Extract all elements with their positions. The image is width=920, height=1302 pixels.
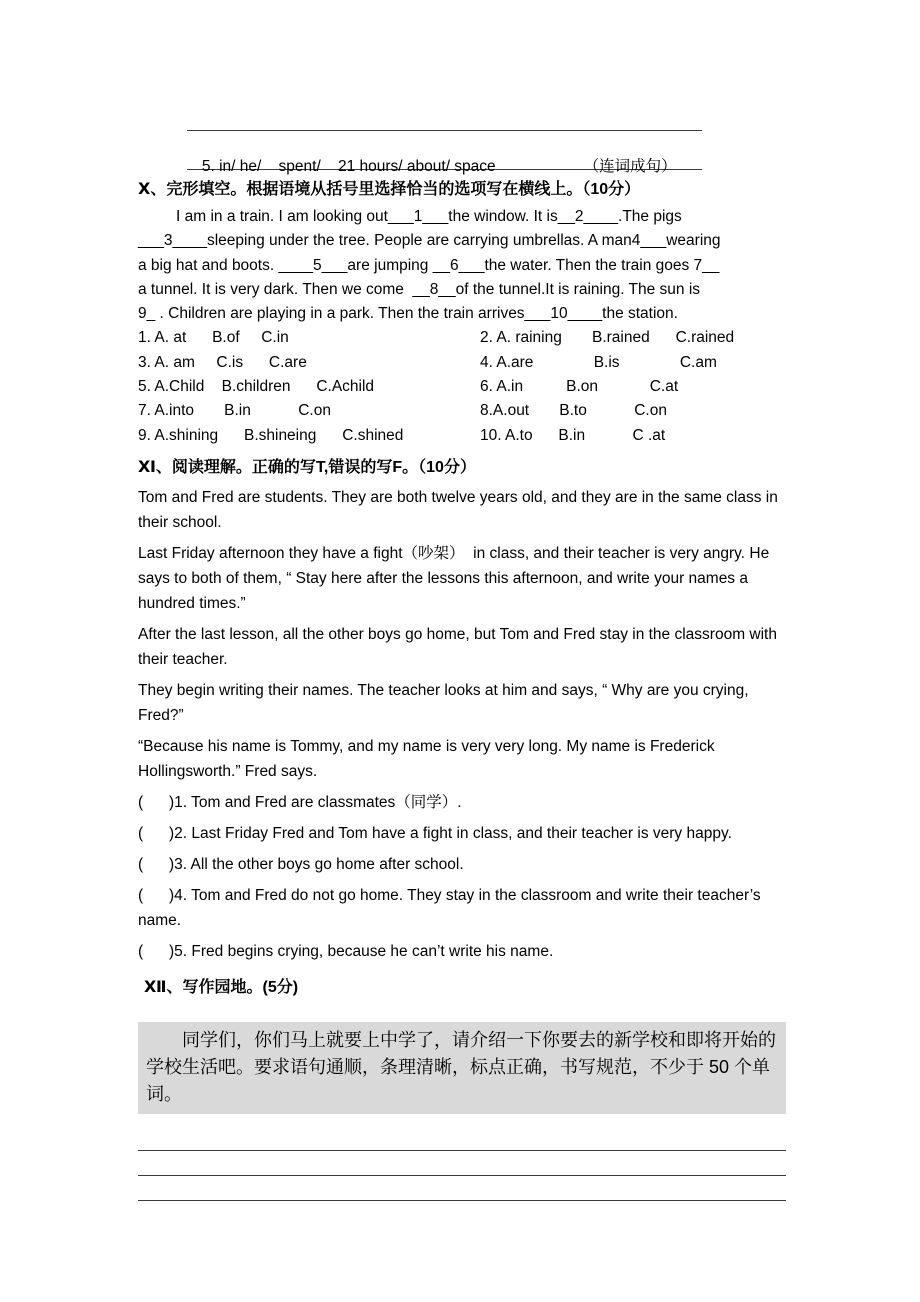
- section-xi-title: Ⅺ、阅读理解。正确的写T,错误的写F。（10分）: [138, 458, 476, 476]
- section-x-title: Ⅹ、完形填空。根据语境从括号里选择恰当的选项写在横线上。（10分）: [138, 181, 641, 198]
- cloze-passage-line: I am in a train. I am looking out___1___the window. It is__2____.The pigs: [176, 208, 682, 225]
- cloze-options: [138, 326, 786, 447]
- question-5-text: 5. in/ he/ spent/ 21 hours/ about/ space: [201, 158, 496, 176]
- cloze-options-row: [138, 424, 786, 448]
- tf-statement: ( )4. Tom and Fred do not go home. They stay in the classroom and write their teacher’s name.: [138, 886, 765, 929]
- cloze-option: 9. A.shining B.shineing C.shined: [138, 426, 404, 444]
- cloze-passage-line: 9_ . Children are playing in a park. Then the train arrives___10____the station.: [138, 305, 678, 323]
- writing-line: [138, 1151, 786, 1176]
- tf-statement: ( )5. Fred begins crying, because he can’t write his name.: [138, 942, 554, 960]
- answer-line: [187, 116, 702, 131]
- cloze-option: 3. A. am C.is C.are: [138, 353, 307, 371]
- writing-prompt-box: [138, 1022, 786, 1114]
- cloze-option: 8.A.out B.to C.on: [480, 402, 667, 420]
- page-content: [138, 116, 786, 1201]
- cloze-options-row: [138, 399, 786, 423]
- reading-paragraph: “Because his name is Tommy, and my name is very very long. My name is Frederick Hollingsworth.” Fred says.: [138, 737, 719, 780]
- cloze-options-row: [138, 351, 786, 375]
- question-5-note: （连词成句）: [583, 158, 677, 176]
- cloze-option: 6. A.in B.on C.at: [480, 378, 679, 396]
- reading-paragraph: They begin writing their names. The teacher looks at him and says, “ Why are you crying, Fred?”: [138, 681, 753, 724]
- reading-paragraph: Last Friday afternoon they have a fight（吵架） in class, and their teacher is very angry. He says to both of them, “ Stay here after the lessons this afternoon, and write your names a hundred times.”: [138, 544, 774, 612]
- writing-line: [138, 1126, 786, 1151]
- cloze-passage-line: ___3____sleeping under the tree. People are carrying umbrellas. A man4___wearing: [138, 232, 721, 250]
- writing-prompt-text: 同学们，你们马上就要上中学了，请介绍一下你要去的新学校和即将开始的学校生活吧。要求语句通顺，条理清晰，标点正确，书写规范，不少于 50 个单词。: [146, 1029, 776, 1104]
- tf-statement: ( )2. Last Friday Fred and Tom have a fight in class, and their teacher is very happy.: [138, 824, 732, 842]
- cloze-option: 2. A. raining B.rained C.rained: [480, 329, 735, 347]
- cloze-passage: [138, 205, 786, 326]
- tf-statement: ( )1. Tom and Fred are classmates（同学）.: [138, 793, 462, 811]
- cloze-passage-line: a big hat and boots. ____5___are jumping __6___the water. Then the train goes 7__: [138, 256, 720, 274]
- cloze-option: 1. A. at B.of C.in: [138, 329, 289, 347]
- cloze-option: 10. A.to B.in C .at: [480, 426, 666, 444]
- cloze-options-row: [138, 326, 786, 350]
- writing-line: [138, 1176, 786, 1201]
- section-xii-title: Ⅻ、写作园地。(5分): [144, 978, 299, 996]
- cloze-option: 4. A.are B.is C.am: [480, 353, 717, 371]
- cloze-option: 5. A.Child B.children C.Achild: [138, 378, 375, 396]
- tf-statement: ( )3. All the other boys go home after school.: [138, 855, 464, 873]
- reading-paragraph: After the last lesson, all the other boys go home, but Tom and Fred stay in the classroom with their teacher.: [138, 625, 782, 668]
- cloze-options-row: [138, 375, 786, 399]
- writing-lines: [138, 1126, 786, 1201]
- reading-paragraph: Tom and Fred are students. They are both twelve years old, and they are in the same class in their school.: [138, 488, 783, 531]
- question-5-row: [138, 131, 786, 176]
- cloze-option: 7. A.into B.in C.on: [138, 402, 331, 420]
- cloze-passage-line: a tunnel. It is very dark. Then we come __8__of the tunnel.It is raining. The sun is: [138, 280, 701, 298]
